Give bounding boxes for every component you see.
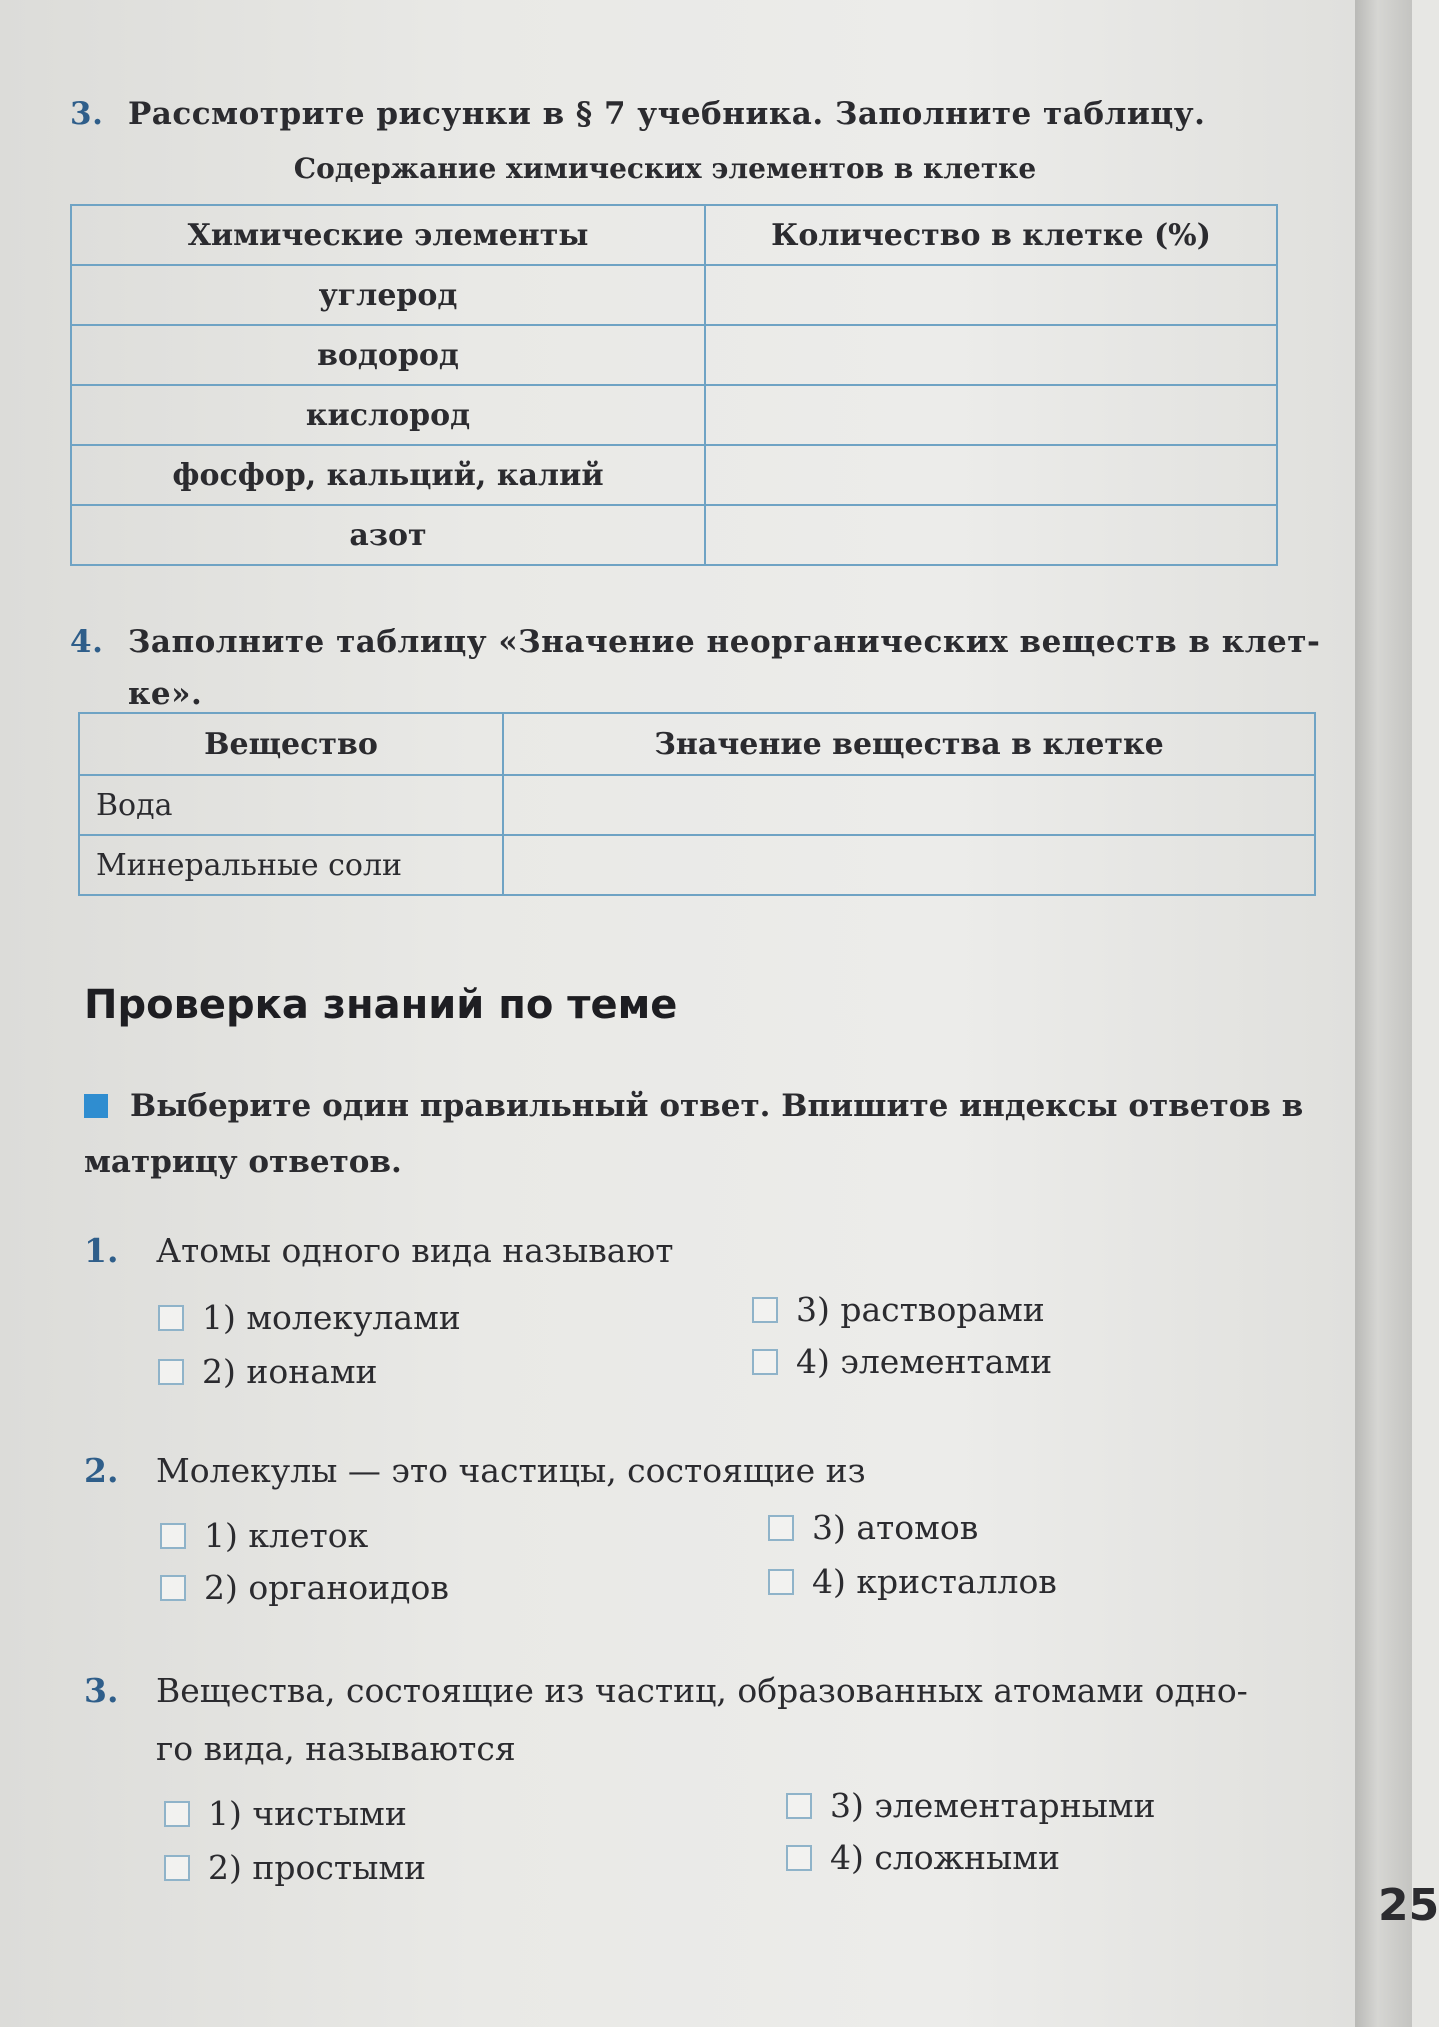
task-text: Заполните таблицу «Значение неорганических веществ в клет- (128, 624, 1321, 660)
question-number: 2. (84, 1451, 119, 1490)
option-label: 2) ионами (202, 1352, 378, 1391)
option-label: 4) сложными (830, 1838, 1060, 1877)
answer-cell[interactable] (705, 445, 1277, 505)
element-cell: фосфор, кальций, калий (71, 445, 705, 505)
table-header-cell: Количество в клетке (%) (705, 205, 1277, 265)
checkbox[interactable] (768, 1569, 794, 1595)
option-label: 1) чистыми (208, 1794, 407, 1833)
page-edge (1355, 0, 1412, 2027)
table-header-cell: Вещество (79, 713, 503, 775)
task-4-heading (70, 616, 1320, 720)
question-text: Молекулы — это частицы, состоящие из (156, 1451, 866, 1490)
task-3-heading (70, 96, 1205, 132)
table-row (71, 385, 1277, 445)
substance-cell: Минеральные соли (79, 835, 503, 895)
option-3-4[interactable] (786, 1838, 1060, 1877)
question-text-continued: го вида, называются (156, 1729, 516, 1768)
answer-cell[interactable] (503, 835, 1315, 895)
task-text: Рассмотрите рисунки в § 7 учебника. Заполните таблицу. (128, 96, 1206, 132)
table-caption: Содержание химических элементов в клетке (293, 152, 1037, 185)
checkbox[interactable] (786, 1845, 812, 1871)
checkbox[interactable] (164, 1855, 190, 1881)
task-number: 4. (70, 624, 104, 660)
element-cell: углерод (71, 265, 705, 325)
option-2-1[interactable] (160, 1516, 368, 1555)
option-label: 1) молекулами (202, 1298, 461, 1337)
answer-cell[interactable] (503, 775, 1315, 835)
option-label: 4) элементами (796, 1342, 1053, 1381)
option-label: 1) клеток (204, 1516, 369, 1555)
question-text: Вещества, состоящие из частиц, образованных атомами одно- (156, 1671, 1248, 1710)
instruction-text-continued: матрицу ответов. (84, 1144, 402, 1180)
instruction (84, 1078, 1344, 1190)
elements-table (70, 204, 1278, 566)
element-cell: кислород (71, 385, 705, 445)
option-1-4[interactable] (752, 1342, 1052, 1381)
question-1 (84, 1222, 1354, 1280)
option-1-3[interactable] (752, 1290, 1045, 1329)
question-3 (84, 1662, 1354, 1778)
checkbox[interactable] (786, 1793, 812, 1819)
checkbox[interactable] (752, 1349, 778, 1375)
question-number: 3. (84, 1671, 119, 1710)
task-text-continued: ке». (128, 676, 203, 712)
checkbox[interactable] (164, 1801, 190, 1827)
table-row (79, 835, 1315, 895)
inorganic-substances-table (78, 712, 1316, 896)
checkbox[interactable] (752, 1297, 778, 1323)
table-header-row (79, 713, 1315, 775)
checkbox[interactable] (158, 1305, 184, 1331)
option-3-3[interactable] (786, 1786, 1156, 1825)
table-header-row (71, 205, 1277, 265)
checkbox[interactable] (160, 1575, 186, 1601)
table-header-cell: Химические элементы (71, 205, 705, 265)
table-header-cell: Значение вещества в клетке (503, 713, 1315, 775)
option-label: 3) растворами (796, 1290, 1045, 1329)
task-number: 3. (70, 96, 104, 132)
element-cell: водород (71, 325, 705, 385)
option-1-1[interactable] (158, 1298, 461, 1337)
option-3-2[interactable] (164, 1848, 426, 1887)
page-number: 25 (1378, 1880, 1439, 1931)
table-row (71, 265, 1277, 325)
option-label: 3) атомов (812, 1508, 979, 1547)
option-label: 2) простыми (208, 1848, 427, 1887)
blue-square-marker (84, 1094, 108, 1118)
option-label: 4) кристаллов (812, 1562, 1057, 1601)
option-2-3[interactable] (768, 1508, 978, 1547)
checkbox[interactable] (158, 1359, 184, 1385)
table-row (71, 325, 1277, 385)
option-label: 3) элементарными (830, 1786, 1156, 1825)
instruction-text: Выберите один правильный ответ. Впишите индексы ответов в (130, 1088, 1304, 1124)
table-row (71, 445, 1277, 505)
answer-cell[interactable] (705, 505, 1277, 565)
option-1-2[interactable] (158, 1352, 378, 1391)
answer-cell[interactable] (705, 385, 1277, 445)
option-2-4[interactable] (768, 1562, 1057, 1601)
section-title: Проверка знаний по теме (84, 982, 678, 1028)
answer-cell[interactable] (705, 265, 1277, 325)
question-number: 1. (84, 1231, 119, 1270)
element-cell: азот (71, 505, 705, 565)
substance-cell: Вода (79, 775, 503, 835)
question-2 (84, 1442, 1354, 1500)
answer-cell[interactable] (705, 325, 1277, 385)
checkbox[interactable] (768, 1515, 794, 1541)
option-2-2[interactable] (160, 1568, 449, 1607)
table-row (71, 505, 1277, 565)
option-3-1[interactable] (164, 1794, 407, 1833)
checkbox[interactable] (160, 1523, 186, 1549)
table-row (79, 775, 1315, 835)
question-text: Атомы одного вида называют (156, 1231, 674, 1270)
option-label: 2) органоидов (204, 1568, 449, 1607)
